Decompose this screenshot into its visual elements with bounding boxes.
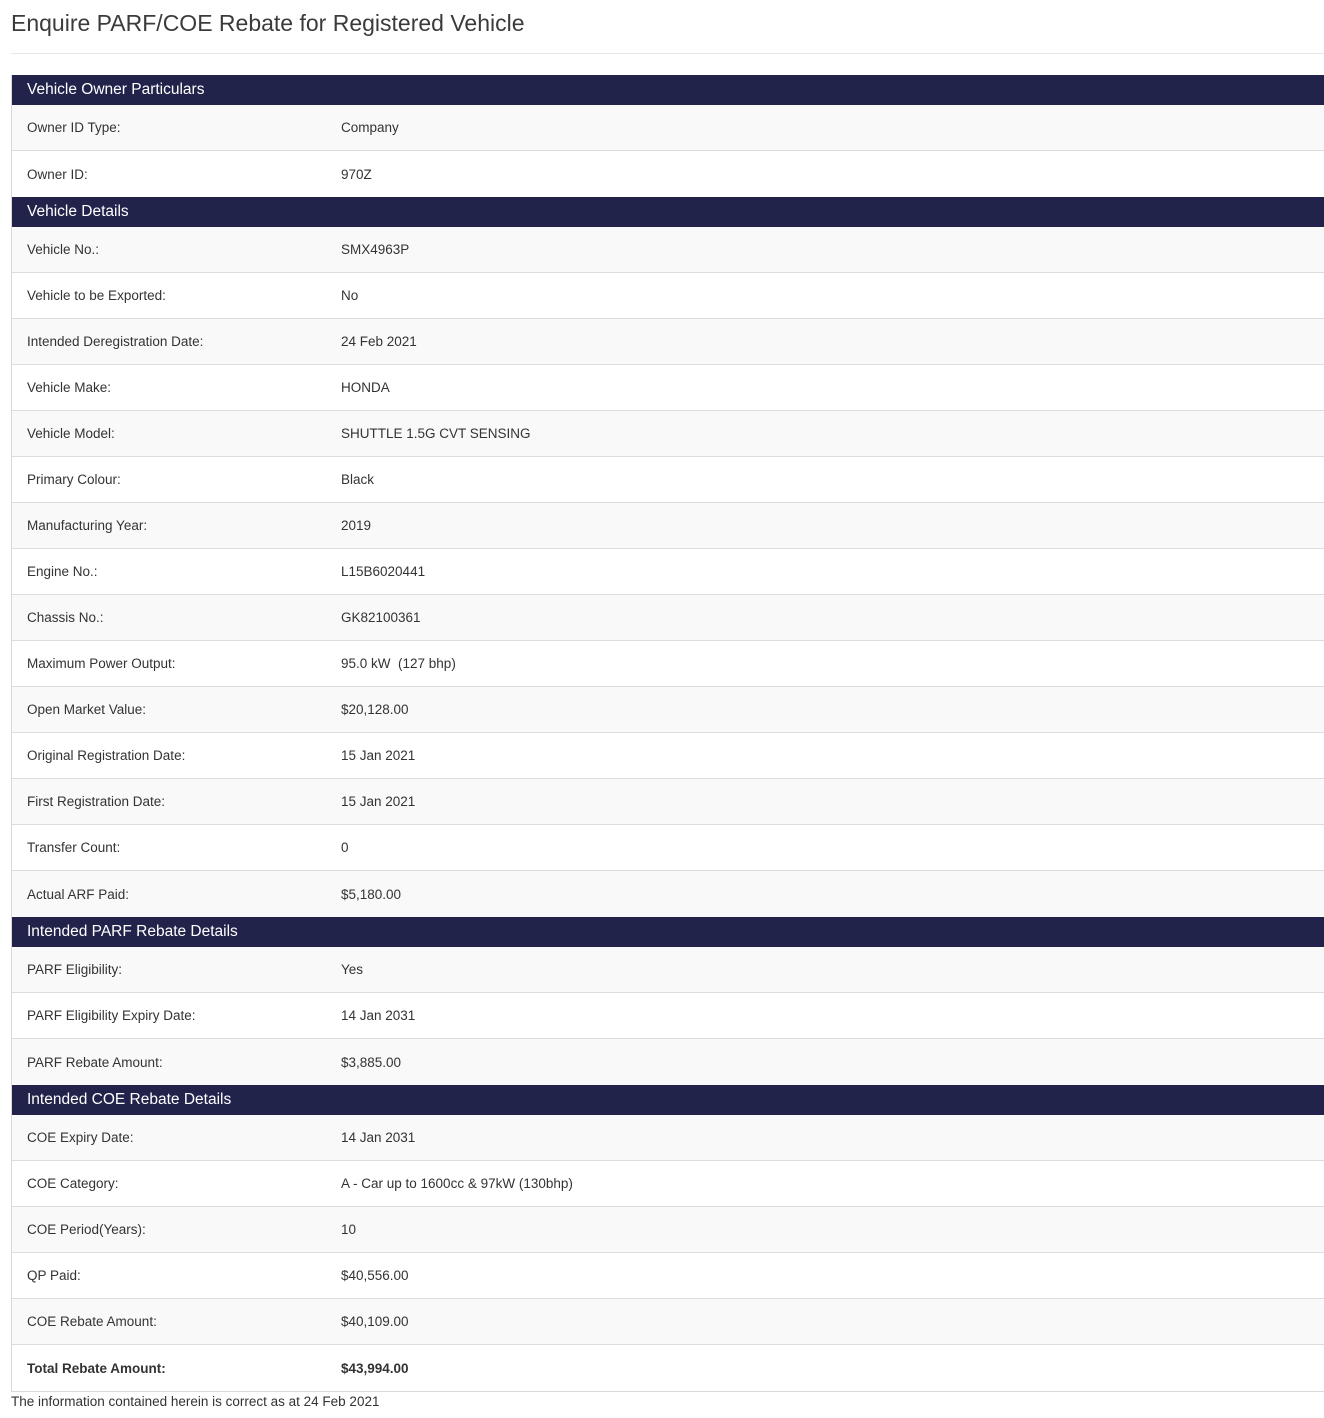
row-value: 2019 [341,518,372,533]
row-label: Vehicle Model: [27,426,115,441]
row-label: Owner ID Type: [27,120,121,135]
detail-row-max-power-output [12,641,1324,687]
row-label: Original Registration Date: [27,748,186,763]
detail-row-qp-paid [12,1253,1324,1299]
detail-row-parf-eligibility [12,947,1324,993]
row-value: 970Z [341,166,372,182]
row-label: Maximum Power Output: [27,656,176,671]
row-value: SMX4963P [341,242,410,257]
detail-row-open-market-value [12,687,1324,733]
row-value: $40,556.00 [341,1268,409,1283]
row-value: GK82100361 [341,610,421,625]
detail-row-vehicle-exported [12,273,1324,319]
row-value: 15 Jan 2021 [341,794,416,809]
row-label: COE Category: [27,1176,119,1191]
section-vehicle-details [12,197,1324,917]
row-value: $3,885.00 [341,1054,402,1070]
row-value: $5,180.00 [341,886,402,902]
row-label: Engine No.: [27,564,98,579]
section-parf-rebate-details [12,917,1324,1085]
row-value: L15B6020441 [341,564,426,579]
row-value: $40,109.00 [341,1314,409,1329]
row-value: 10 [341,1222,357,1237]
row-label: Total Rebate Amount: [27,1360,166,1376]
row-label: PARF Rebate Amount: [27,1054,163,1070]
detail-row-coe-period [12,1207,1324,1253]
row-value: $43,994.00 [341,1360,409,1376]
detail-row-owner-id [12,151,1324,197]
row-value: No [341,288,359,303]
row-label: COE Rebate Amount: [27,1314,157,1329]
row-value: 24 Feb 2021 [341,334,417,349]
row-label: Vehicle to be Exported: [27,288,166,303]
section-owner-particulars [12,75,1324,197]
row-value: Company [341,120,399,135]
section-coe-rebate-details [12,1085,1324,1391]
row-label: Vehicle No.: [27,242,100,257]
detail-row-parf-rebate-amount [12,1039,1324,1085]
section-header: Intended PARF Rebate Details [12,917,1324,947]
row-label: COE Period(Years): [27,1222,146,1237]
row-value: A - Car up to 1600cc & 97kW (130bhp) [341,1176,573,1191]
detail-row-original-registration-date [12,733,1324,779]
row-value: $20,128.00 [341,702,409,717]
detail-row-transfer-count [12,825,1324,871]
detail-row-manufacturing-year [12,503,1324,549]
row-label: First Registration Date: [27,794,166,809]
row-label: Intended Deregistration Date: [27,334,204,349]
detail-row-parf-eligibility-expiry-date [12,993,1324,1039]
section-header: Vehicle Owner Particulars [12,75,1324,105]
detail-row-deregistration-date [12,319,1324,365]
info-correct-as-at-note: The information contained herein is correct as at 24 Feb 2021 [11,1394,380,1409]
rebate-details-panel [11,75,1324,1392]
detail-row-vehicle-make [12,365,1324,411]
detail-row-vehicle-model [12,411,1324,457]
detail-row-first-registration-date [12,779,1324,825]
detail-row-engine-no [12,549,1324,595]
page-title: Enquire PARF/COE Rebate for Registered Vehicle [11,10,525,36]
detail-row-actual-arf-paid [12,871,1324,917]
row-label: Vehicle Make: [27,380,112,395]
row-label: Open Market Value: [27,702,147,717]
detail-row-chassis-no [12,595,1324,641]
row-value: 0 [341,840,349,855]
detail-row-coe-expiry-date [12,1115,1324,1161]
row-label: Primary Colour: [27,472,121,487]
detail-row-vehicle-no [12,227,1324,273]
detail-row-primary-colour [12,457,1324,503]
row-label: Manufacturing Year: [27,518,148,533]
detail-row-coe-rebate-amount [12,1299,1324,1345]
row-label: Chassis No.: [27,610,104,625]
row-label: Actual ARF Paid: [27,886,130,902]
section-header: Intended COE Rebate Details [12,1085,1324,1115]
row-label: COE Expiry Date: [27,1130,134,1145]
row-value: 95.0 kW (127 bhp) [341,656,456,671]
row-label: Transfer Count: [27,840,121,855]
row-value: 14 Jan 2031 [341,1008,416,1023]
row-value: Yes [341,962,364,977]
title-divider [11,53,1324,54]
section-header: Vehicle Details [12,197,1324,227]
row-value: 15 Jan 2021 [341,748,416,763]
detail-row-coe-category [12,1161,1324,1207]
row-label: QP Paid: [27,1268,81,1283]
detail-row-owner-id-type [12,105,1324,151]
row-value: 14 Jan 2031 [341,1130,416,1145]
row-value: SHUTTLE 1.5G CVT SENSING [341,426,531,441]
row-label: PARF Eligibility: [27,962,123,977]
row-value: HONDA [341,380,390,395]
row-label: Owner ID: [27,166,88,182]
row-label: PARF Eligibility Expiry Date: [27,1008,196,1023]
row-value: Black [341,472,375,487]
detail-row-total-rebate-amount [12,1345,1324,1391]
